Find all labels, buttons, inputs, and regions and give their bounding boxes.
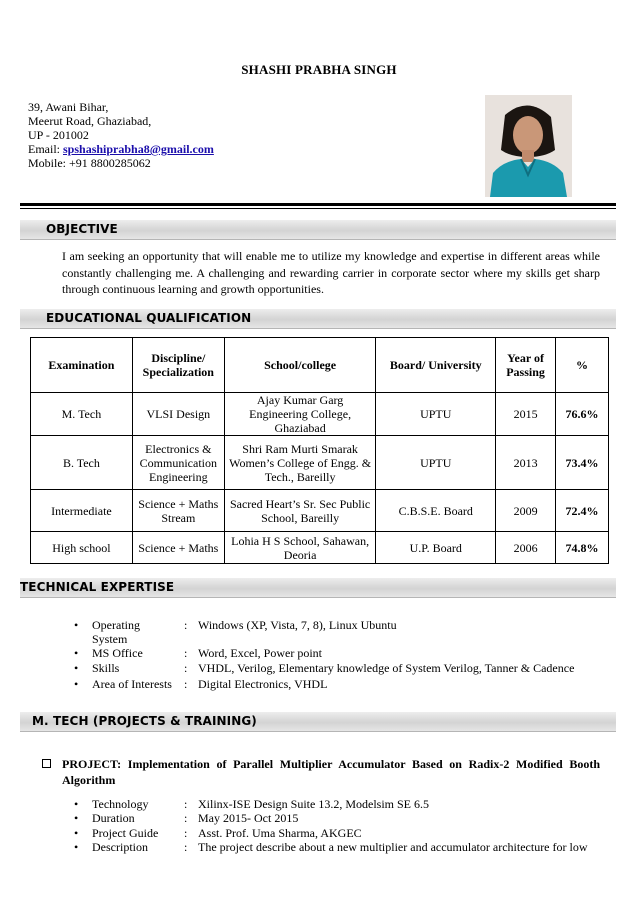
table-row xyxy=(31,393,609,436)
item-colon: : xyxy=(184,646,188,660)
table-row xyxy=(31,436,609,490)
header-year: Year of Passing xyxy=(496,338,556,393)
item-value: Xilinx-ISE Design Suite 13.2, Modelsim SE 6.5 xyxy=(198,797,429,811)
objective-text: I am seeking an opportunity that will enable me to utilize my knowledge and expertise in different areas while constantly challenging me. A challenging and rewarding carrier in corporate sector where my skills get sharp through continuous learning and growth opportunities. xyxy=(62,249,600,296)
objective-section-bar xyxy=(20,220,616,240)
cell-examination: M. Tech xyxy=(31,393,133,436)
item-label: Area of Interests xyxy=(92,677,172,691)
contact-block xyxy=(28,100,214,170)
technical-section-bar xyxy=(20,578,616,598)
item-value: Windows (XP, Vista, 7, 8), Linux Ubuntu xyxy=(198,618,397,632)
header-divider-thick xyxy=(20,203,616,206)
item-value: The project describe about a new multiplier and accumulator architecture for low xyxy=(198,840,588,854)
cell-discipline: Science + Maths xyxy=(132,532,224,564)
profile-photo xyxy=(485,95,572,197)
header-board: Board/ University xyxy=(376,338,496,393)
cell-year: 2009 xyxy=(496,490,556,532)
bullet-icon: • xyxy=(74,618,79,632)
cell-board: C.B.S.E. Board xyxy=(376,490,496,532)
checkbox-square-icon xyxy=(42,759,51,768)
item-colon: : xyxy=(184,840,188,854)
cell-school: Sacred Heart’s Sr. Sec Public School, Bareilly xyxy=(224,490,376,532)
table-row xyxy=(31,532,609,564)
education-heading: EDUCATIONAL QUALIFICATION xyxy=(46,311,252,325)
cell-percent: 72.4% xyxy=(556,490,609,532)
email-label: Email: xyxy=(28,142,63,156)
header-discipline: Discipline/ Specialization xyxy=(132,338,224,393)
technical-heading: TECHNICAL EXPERTISE xyxy=(20,580,175,594)
cell-examination: B. Tech xyxy=(31,436,133,490)
cell-discipline: Electronics & Communication Engineering xyxy=(132,436,224,490)
project-title: PROJECT: Implementation of Parallel Multiplier Accumulator Based on Radix-2 Modified Booth Algorithm xyxy=(62,757,600,787)
item-label: Skills xyxy=(92,661,120,675)
cell-discipline: Science + Maths Stream xyxy=(132,490,224,532)
header-divider-thin xyxy=(20,208,616,209)
cell-discipline: VLSI Design xyxy=(132,393,224,436)
item-colon: : xyxy=(184,677,188,691)
cell-school: Shri Ram Murti Smarak Women’s College of Engg. & Tech., Bareilly xyxy=(224,436,376,490)
bullet-icon: • xyxy=(74,811,79,825)
cell-board: UPTU xyxy=(376,436,496,490)
item-value: Asst. Prof. Uma Sharma, AKGEC xyxy=(198,826,362,840)
item-label: MS Office xyxy=(92,646,143,660)
header-examination: Examination xyxy=(31,338,133,393)
bullet-icon: • xyxy=(74,840,79,854)
item-label: Description xyxy=(92,840,148,854)
email-link[interactable]: spshashiprabha8@gmail.com xyxy=(63,142,214,156)
item-label: Duration xyxy=(92,811,135,825)
education-table xyxy=(30,337,609,564)
cell-percent: 76.6% xyxy=(556,393,609,436)
resume-name: SHASHI PRABHA SINGH xyxy=(241,62,397,77)
address-line-3: UP - 201002 xyxy=(28,128,89,142)
cell-year: 2006 xyxy=(496,532,556,564)
cell-percent: 74.8% xyxy=(556,532,609,564)
cell-school: Lohia H S School, Sahawan, Deoria xyxy=(224,532,376,564)
education-header-row xyxy=(31,338,609,393)
cell-examination: Intermediate xyxy=(31,490,133,532)
table-row xyxy=(31,490,609,532)
item-value: May 2015- Oct 2015 xyxy=(198,811,299,825)
cell-examination: High school xyxy=(31,532,133,564)
bullet-icon: • xyxy=(74,646,79,660)
item-colon: : xyxy=(184,618,188,632)
cell-year: 2015 xyxy=(496,393,556,436)
address-line-1: 39, Awani Bihar, xyxy=(28,100,109,114)
address-line-2: Meerut Road, Ghaziabad, xyxy=(28,114,152,128)
bullet-icon: • xyxy=(74,797,79,811)
item-value: Word, Excel, Power point xyxy=(198,646,323,660)
bullet-icon: • xyxy=(74,826,79,840)
item-label: Operating System xyxy=(92,618,140,646)
projects-section-bar xyxy=(20,712,616,732)
item-value: VHDL, Verilog, Elementary knowledge of System Verilog, Tanner & Cadence xyxy=(198,661,575,675)
objective-heading: OBJECTIVE xyxy=(46,222,118,236)
item-label: Technology xyxy=(92,797,149,811)
item-colon: : xyxy=(184,826,188,840)
cell-percent: 73.4% xyxy=(556,436,609,490)
cell-year: 2013 xyxy=(496,436,556,490)
item-colon: : xyxy=(184,797,188,811)
cell-board: U.P. Board xyxy=(376,532,496,564)
education-section-bar xyxy=(20,309,616,329)
cell-board: UPTU xyxy=(376,393,496,436)
item-colon: : xyxy=(184,661,188,675)
projects-heading: M. TECH (PROJECTS & TRAINING) xyxy=(32,714,257,728)
mobile-line: Mobile: +91 8800285062 xyxy=(28,156,151,170)
item-value: Digital Electronics, VHDL xyxy=(198,677,328,691)
item-colon: : xyxy=(184,811,188,825)
header-school: School/college xyxy=(224,338,376,393)
profile-photo-illustration xyxy=(485,95,572,197)
cell-school: Ajay Kumar Garg Engineering College, Ghaziabad xyxy=(224,393,376,436)
bullet-icon: • xyxy=(74,677,79,691)
bullet-icon: • xyxy=(74,661,79,675)
header-percent: % xyxy=(556,338,609,393)
email-line xyxy=(28,142,214,156)
item-label: Project Guide xyxy=(92,826,159,840)
